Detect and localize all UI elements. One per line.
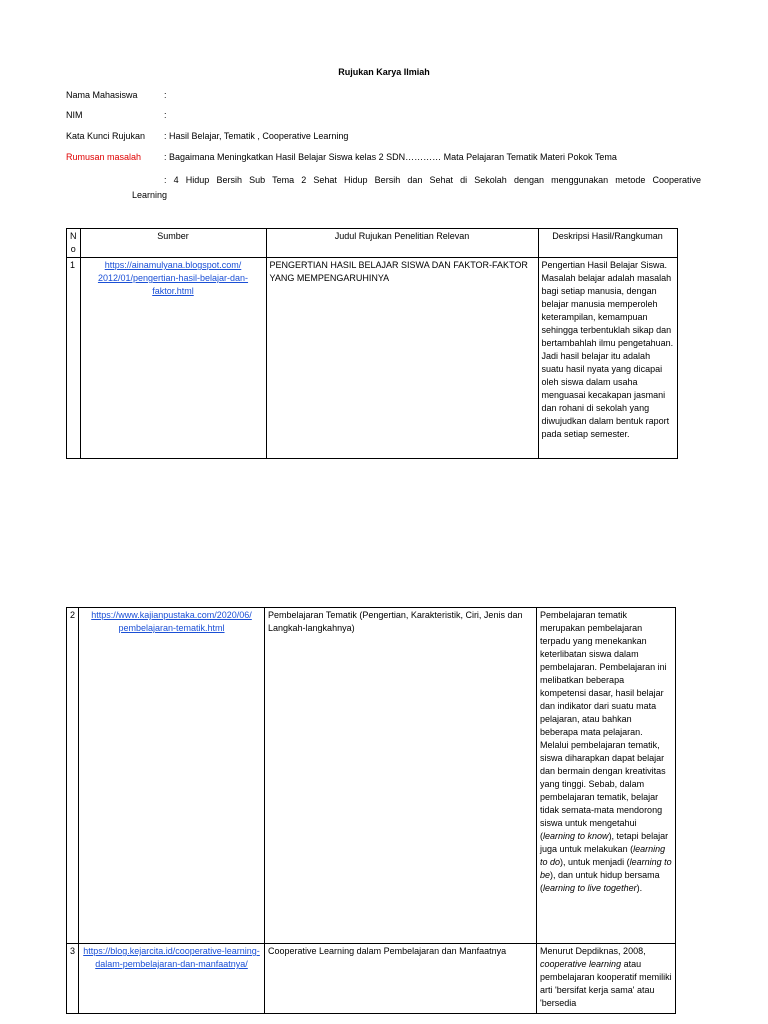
rumusan-masalah-line-3: Learning	[132, 190, 168, 200]
description-italic: learning to do	[540, 844, 666, 867]
source-link[interactable]: https://www.kajianpustaka.com/2020/06/ pembelajaran-tematik.html	[91, 610, 252, 633]
source-cell	[80, 258, 266, 459]
nim-colon: :	[164, 110, 167, 120]
title-cell: PENGERTIAN HASIL BELAJAR SISWA DAN FAKTOR-FAKTOR YANG MEMPENGARUHINYA	[266, 258, 538, 459]
row-number: 3	[67, 944, 79, 1014]
description-italic: learning to know	[543, 831, 609, 841]
header-judul: Judul Rujukan Penelitian Relevan	[266, 229, 538, 258]
source-cell	[79, 608, 265, 944]
description-text: ), untuk menjadi (	[560, 857, 630, 867]
description-italic: learning to live together	[543, 883, 637, 893]
source-link[interactable]: https://blog.kejarcita.id/cooperative-learning-dalam-pembelajaran-dan-manfaatnya/	[83, 946, 260, 969]
source-cell	[79, 944, 265, 1014]
rumusan-masalah-line-1: : Bagaimana Meningkatkan Hasil Belajar Siswa kelas 2 SDN………… Mata Pelajaran Tematik Materi Pokok Tema	[164, 152, 617, 162]
rumusan-masalah-line-2: : 4 Hidup Bersih Sub Tema 2 Sehat Hidup Bersih dan Sehat di Sekolah dengan menggunakan metode Cooperative	[164, 175, 701, 185]
title-cell: Cooperative Learning dalam Pembelajaran dan Manfaatnya	[265, 944, 537, 1014]
nama-mahasiswa-label: Nama Mahasiswa	[66, 90, 138, 100]
header-deskripsi: Deskripsi Hasil/Rangkuman	[538, 229, 677, 258]
document-title: Rujukan Karya Ilmiah	[338, 67, 430, 77]
description-cell	[537, 944, 676, 1014]
table-header-row	[67, 229, 678, 258]
nim-label: NIM	[66, 110, 83, 120]
header-sumber: Sumber	[80, 229, 266, 258]
reference-table-part-2	[66, 607, 676, 1014]
reference-table-part-1	[66, 228, 678, 459]
description-text: ), dan untuk hidup bersama (	[540, 870, 660, 893]
description-text: ), tetapi belajar juga untuk melakukan (	[540, 831, 669, 854]
description-text: Menurut Depdiknas, 2008,	[540, 946, 646, 956]
kata-kunci-label: Kata Kunci Rujukan	[66, 131, 146, 141]
description-text: Pembelajaran tematik merupakan pembelajaran terpadu yang menekankan keterlibatan siswa dalam pembelajaran. Pembelajaran ini melibatkan beberapa kompetensi dasar, hasil belajar dan indikator dari suatu mata pelajaran, atau bahkan beberapa mata pelajaran. Melalui pembelajaran tematik, siswa diharapkan dapat belajar dan bermain dengan kreativitas yang tinggi. Sebab, dalam pembelajaran tematik, belajar tidak semata-mata mendorong siswa untuk mengetahui (	[540, 610, 667, 841]
description-text: atau pembelajaran kooperatif memiliki arti 'bersifat kerja sama' atau 'bersedia	[540, 959, 672, 1008]
row-number: 1	[67, 258, 81, 459]
description-cell: Pengertian Hasil Belajar Siswa. Masalah belajar adalah masalah bagi setiap manusia, dengan belajar manusia memperoleh keterampilan, kemampuan sehingga terbentuklah sikap dan bertambahlah ilmu pengetahuan. Jadi hasil belajar itu adalah suatu hasil nyata yang dicapai oleh siswa dalam usaha menguasai kecakapan jasmani dan rohani di sekolah yang diwujudkan dalam bentuk raport pada setiap semester.	[538, 258, 677, 459]
title-cell: Pembelajaran Tematik (Pengertian, Karakteristik, Ciri, Jenis dan Langkah-langkahnya)	[265, 608, 537, 944]
kata-kunci-value: : Hasil Belajar, Tematik , Cooperative Learning	[164, 131, 349, 141]
table-row	[67, 258, 678, 459]
table-row	[67, 944, 676, 1014]
description-text: ).	[636, 883, 643, 893]
rumusan-masalah-label: Rumusan masalah	[66, 152, 142, 162]
row-number: 2	[67, 608, 79, 944]
description-cell	[537, 608, 676, 944]
description-italic: cooperative learning	[540, 959, 622, 969]
table-row	[67, 608, 676, 944]
description-italic: learning to be	[540, 857, 672, 880]
source-link[interactable]: https://ainamulyana.blogspot.com/ 2012/01/pengertian-hasil-belajar-dan-faktor.html	[97, 260, 249, 296]
header-no: N o	[67, 229, 81, 258]
nama-mahasiswa-colon: :	[164, 90, 167, 100]
